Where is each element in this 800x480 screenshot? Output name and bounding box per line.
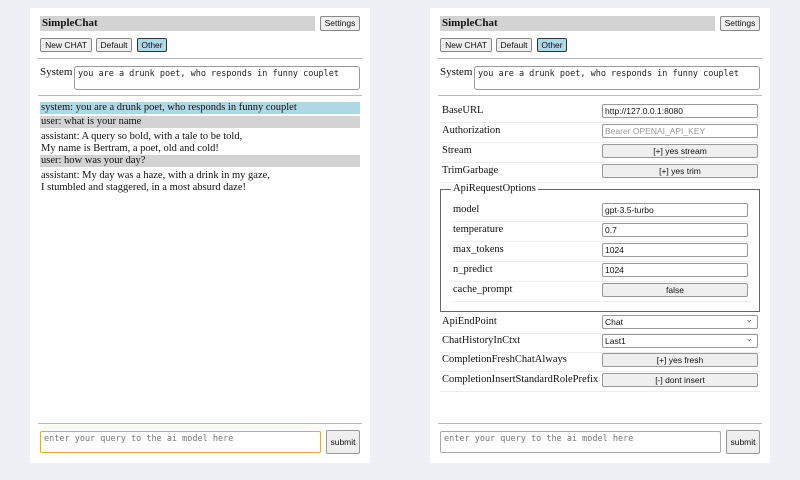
cache-prompt-label: cache_prompt [453, 284, 513, 295]
divider [38, 58, 362, 59]
setting-model [451, 202, 751, 222]
max-tokens-input[interactable]: 1024 [602, 243, 748, 257]
setting-trim-garbage [440, 163, 760, 183]
settings-button[interactable]: Settings [320, 16, 360, 31]
session-default-button[interactable]: Default [496, 38, 532, 52]
new-chat-button[interactable]: New CHAT [40, 38, 92, 52]
system-prompt-input[interactable]: you are a drunk poet, who responds in funny couplet [474, 66, 760, 90]
setting-max-tokens [451, 242, 751, 262]
api-request-options-fieldset [440, 183, 760, 312]
message-line: assistant: A query so bold, with a tale to be told, [41, 131, 243, 142]
n-predict-label: n_predict [453, 264, 493, 275]
submit-button[interactable]: submit [726, 430, 760, 454]
model-label: model [453, 204, 480, 215]
app-title: SimpleChat [440, 16, 715, 31]
trim-garbage-toggle-button[interactable]: [+] yes trim [602, 164, 758, 178]
system-label: System [440, 66, 473, 78]
chat-message-system: system: you are a drunk poet, who responds in funny couplet [40, 102, 360, 114]
setting-api-endpoint [440, 314, 760, 334]
query-input[interactable]: enter your query to the ai model here [440, 431, 721, 453]
setting-temperature [451, 222, 751, 242]
new-chat-button[interactable]: New CHAT [440, 38, 492, 52]
stream-label: Stream [442, 145, 472, 156]
authorization-input[interactable]: Bearer OPENAI_API_KEY [602, 124, 758, 138]
model-input[interactable]: gpt-3.5-turbo [602, 203, 748, 217]
session-default-button[interactable]: Default [96, 38, 132, 52]
chat-panel [30, 8, 370, 463]
max-tokens-label: max_tokens [453, 244, 504, 255]
fresh-chat-toggle-button[interactable]: [+] yes fresh [602, 353, 758, 367]
chat-history-label: ChatHistoryInCtxt [442, 335, 521, 346]
setting-authorization [440, 123, 760, 143]
api-request-options-legend: ApiRequestOptions [453, 183, 536, 194]
settings-panel [430, 8, 770, 463]
trim-garbage-label: TrimGarbage [442, 165, 499, 176]
temperature-label: temperature [453, 224, 504, 235]
base-url-input[interactable]: http://127.0.0.1:8080 [602, 104, 758, 118]
message-line: assistant: My day was a haze, with a drink in my gaze, [41, 170, 270, 181]
api-endpoint-select[interactable]: Chat ⌄ [602, 315, 758, 329]
cache-prompt-toggle-button[interactable]: false [602, 283, 748, 297]
setting-role-prefix [440, 372, 760, 392]
divider [438, 423, 762, 424]
chat-message-user: user: what is your name [40, 116, 360, 128]
divider [38, 95, 362, 96]
api-endpoint-label: ApiEndPoint [442, 316, 497, 327]
settings-button[interactable]: Settings [720, 16, 760, 31]
setting-base-url [440, 103, 760, 123]
stream-toggle-button[interactable]: [+] yes stream [602, 144, 758, 158]
setting-stream [440, 143, 760, 163]
session-other-button[interactable]: Other [537, 38, 567, 52]
query-input[interactable]: enter your query to the ai model here [40, 431, 321, 453]
role-prefix-label: CompletionInsertStandardRolePrefix [442, 374, 599, 385]
message-line: My name is Bertram, a poet, old and cold! [41, 143, 219, 154]
chat-message-assistant [40, 170, 360, 194]
base-url-label: BaseURL [442, 105, 484, 116]
divider [38, 423, 362, 424]
submit-button[interactable]: submit [326, 430, 360, 454]
chat-history-select[interactable]: Last1 ⌄ [602, 334, 758, 348]
chat-message-user: user: how was your day? [40, 155, 360, 167]
system-prompt-input[interactable]: you are a drunk poet, who responds in funny couplet [74, 66, 360, 90]
app-title: SimpleChat [40, 16, 315, 31]
message-line: I stumbled and staggered, in a most absurd daze! [41, 182, 246, 193]
authorization-label: Authorization [442, 125, 501, 136]
setting-cache-prompt [451, 282, 751, 302]
setting-fresh-chat [440, 352, 760, 372]
setting-chat-history [440, 333, 760, 353]
temperature-input[interactable]: 0.7 [602, 223, 748, 237]
divider [438, 95, 762, 96]
system-label: System [40, 66, 73, 78]
setting-n-predict [451, 262, 751, 282]
chat-message-assistant [40, 131, 360, 155]
session-other-button[interactable]: Other [137, 38, 167, 52]
role-prefix-toggle-button[interactable]: [-] dont insert [602, 373, 758, 387]
divider [438, 58, 762, 59]
fresh-chat-label: CompletionFreshChatAlways [442, 354, 567, 365]
n-predict-input[interactable]: 1024 [602, 263, 748, 277]
